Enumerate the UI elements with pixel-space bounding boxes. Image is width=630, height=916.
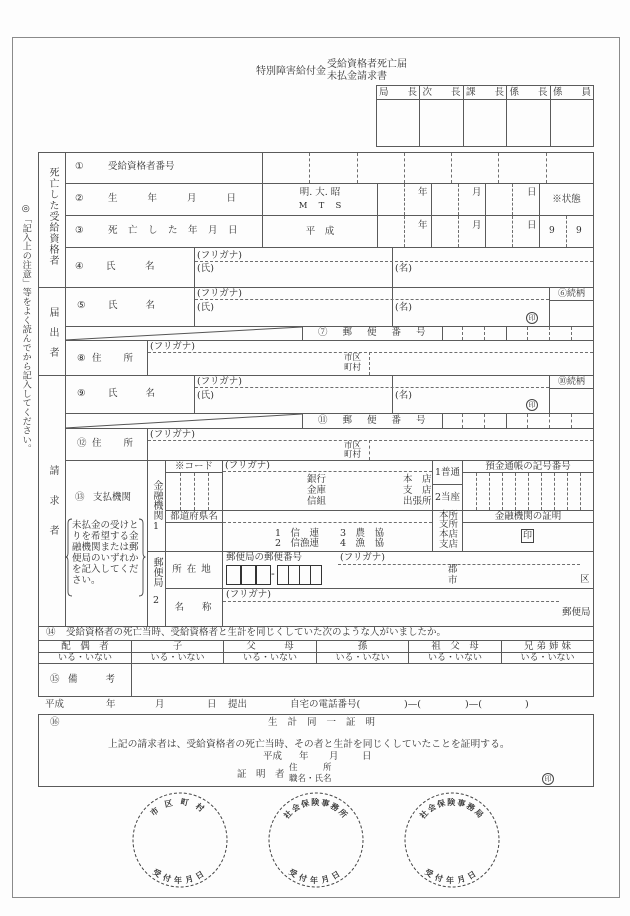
post-office-name-label: 名称 [165, 588, 223, 627]
year-unit: 年 [418, 187, 428, 198]
birth-era-kanji: 明. 大. 昭 [299, 187, 341, 198]
town-village-label: 町村 [344, 363, 362, 373]
digit-divider [546, 153, 547, 183]
household-answer-siblings[interactable]: いる・いない [501, 652, 594, 664]
month-unit: 月 [472, 220, 482, 231]
cooperative-type-1: 1 信 連 [275, 528, 320, 539]
submission-year-unit: 年 [106, 699, 116, 710]
digit-divider [404, 216, 405, 247]
certifier-address-label: 住 所 [289, 763, 332, 773]
stamp-caption-text: 受付年月日 [151, 866, 209, 885]
account-type-checking[interactable]: 2当座 [432, 484, 463, 511]
bank-column-number: 1 [153, 521, 160, 532]
city-label: 市 [448, 575, 458, 586]
furigana-label: (フリガナ) [197, 288, 242, 299]
stamp-issuer-text: 社会保険事務所 [281, 796, 351, 821]
surname-label: (氏) [197, 390, 214, 401]
stamp-caption-text: 受付年月日 [423, 866, 481, 885]
digit-divider [515, 473, 516, 510]
stamp-issuer-text: 市区町村 [148, 796, 212, 818]
instruction-note: ◎「記入上の注意」等をよく読んでから記入してください。 [20, 203, 32, 454]
item-number-1: ① [75, 161, 84, 172]
furigana-divider [195, 261, 593, 262]
furigana-divider [338, 564, 580, 565]
notifier-relation-label: ⑥続柄 [549, 287, 594, 301]
furigana-divider [195, 299, 549, 300]
item-number-14: ⑭ [46, 627, 56, 638]
phone-separator-2: )—( [465, 699, 482, 710]
household-answer-grandparents[interactable]: いる・いない [408, 652, 502, 664]
digit-divider [498, 153, 499, 183]
office-type-branch-office: 支所 [439, 519, 459, 530]
digit-divider [404, 153, 405, 183]
section-label-claimant: 請求者 [47, 465, 58, 555]
claimant-name-label: 氏名 [108, 388, 184, 399]
claimant-relation-field[interactable] [549, 388, 594, 414]
post-office-column-number: 2 [153, 595, 160, 606]
claimant-address-field[interactable] [147, 428, 594, 461]
office-type-head-store: 本店 [439, 529, 459, 540]
passbook-number-label: 預金通帳の記号番号 [462, 460, 594, 473]
approval-box-section-chief[interactable] [463, 99, 507, 147]
furigana-label: (フリガナ) [340, 552, 385, 563]
digit-divider [484, 327, 485, 340]
city-ward-label: 市区 [344, 441, 362, 451]
notifier-address-field[interactable] [147, 340, 594, 376]
seal-mark-icon: 印 [526, 399, 538, 411]
submission-day-unit: 日 [207, 699, 217, 710]
certifier-label: 証 明 者 [237, 769, 285, 780]
phone-label: 自宅の電話番号( [290, 699, 361, 710]
postal-separator: - [271, 567, 275, 580]
digit-divider [357, 153, 358, 183]
postal-digit-box[interactable] [226, 565, 241, 585]
approval-header-unit-chief: 係 長 [506, 85, 551, 100]
furigana-label: (フリガナ) [150, 341, 195, 352]
household-header-siblings: 兄 弟 姉 妹 [501, 640, 594, 653]
recipient-number-label: 受給資格者番号 [108, 161, 175, 172]
digit-divider [476, 473, 477, 510]
death-era: 平 成 [262, 215, 378, 248]
prefecture-field[interactable] [165, 522, 223, 552]
household-answer-spouse[interactable]: いる・いない [38, 652, 132, 664]
remarks-label: 備考 [68, 674, 144, 685]
section-label-notifier: 届出者 [47, 307, 58, 367]
digit-divider [580, 473, 581, 510]
item-number-12: ⑫ [77, 438, 87, 449]
approval-box-deputy-chief[interactable] [419, 99, 464, 147]
bank-code-label: ※コード [165, 460, 223, 473]
county-label: 郡 [448, 564, 458, 575]
item-number-15: ⑮ [50, 674, 60, 685]
furigana-divider [223, 471, 432, 472]
notifier-name-label: 氏名 [108, 300, 184, 311]
digit-divider [462, 327, 463, 340]
digit-divider [567, 473, 568, 510]
approval-box-bureau-chief[interactable] [376, 99, 420, 147]
approval-box-unit-chief[interactable] [506, 99, 551, 147]
household-header-grandchild: 孫 [316, 640, 409, 653]
item-number-9: ⑨ [77, 388, 86, 399]
digit-divider [541, 473, 542, 510]
furigana-label: (フリガナ) [197, 250, 242, 261]
post-office-name-field[interactable] [222, 588, 594, 627]
digit-divider [512, 184, 513, 215]
municipality-divider [369, 440, 370, 460]
institution-type-bank: 銀行 [307, 474, 327, 485]
payment-instruction-note: 未払金の受けとりを希望する金融機関または郵便局のいずれかを記入してください。 [72, 520, 139, 586]
branch-type-head: 本 店 [403, 474, 432, 485]
stamp-issuer-text: 社会保険事務局 [417, 796, 487, 821]
recipient-number-field[interactable] [262, 152, 594, 184]
digit-divider [208, 473, 209, 510]
postal-digit-box[interactable] [310, 565, 322, 585]
cooperative-type-3: 3 農 協 [340, 528, 385, 539]
approval-header-staff: 係 員 [550, 85, 594, 100]
branch-type-sub-branch: 出張所 [403, 496, 432, 507]
given-name-label: (名) [395, 390, 412, 401]
bank-seal-box-icon: 印 [521, 529, 534, 543]
postal-digit-box[interactable] [241, 565, 256, 585]
notifier-address-label: 住所 [92, 353, 156, 364]
form-subtitle-unpaid-claim: 未払金請求書 [327, 71, 387, 82]
status-label: ※状態 [539, 183, 594, 216]
certification-month-unit: 月 [329, 751, 339, 762]
stamp-caption-text: 受付年月日 [287, 866, 345, 885]
digit-divider [180, 473, 181, 510]
submission-label: 提出 [228, 699, 248, 710]
status-divider [566, 216, 567, 247]
payment-label: 支払機関 [93, 492, 132, 503]
digit-divider [458, 216, 459, 247]
bank-certification-label: 金融機関の証明 [462, 510, 594, 523]
digit-divider [484, 414, 485, 428]
status-code-2: 9 [576, 226, 582, 236]
approval-header-bureau-chief: 局 長 [376, 85, 420, 100]
office-type-head-office: 本所 [439, 510, 459, 521]
cooperative-type-4: 4 漁 協 [340, 538, 385, 549]
digit-divider [458, 184, 459, 215]
year-unit: 年 [418, 220, 428, 231]
certification-day-unit: 日 [362, 751, 372, 762]
furigana-divider [195, 387, 549, 388]
seal-mark-icon: 印 [542, 773, 554, 785]
deceased-name-label: 氏名 [106, 261, 185, 272]
digit-divider [528, 473, 529, 510]
surname-label: (氏) [197, 302, 214, 313]
approval-box-staff[interactable] [550, 99, 594, 147]
post-office-postal-label: 郵便局の郵便番号 [226, 552, 303, 563]
household-question: 受給資格者の死亡当時、受給資格者と生計を同じくしていた次のような人がいましたか。 [66, 627, 447, 638]
cooperative-type-2: 2 信漁連 [275, 538, 320, 549]
surname-label: (氏) [197, 263, 214, 274]
item-number-2: ② [75, 193, 84, 204]
account-type-ordinary[interactable]: 1普通 [432, 460, 463, 485]
municipality-divider [369, 352, 370, 375]
certification-date-era: 平成 [263, 751, 283, 762]
postal-group-divider [506, 414, 507, 428]
office-type-branch-store: 支店 [439, 539, 459, 550]
postal-group-divider [506, 327, 507, 340]
month-unit: 月 [472, 187, 482, 198]
notifier-postal-label: ⑦郵便番号 [318, 327, 441, 338]
household-header-spouse: 配 偶 者 [38, 640, 132, 653]
approval-header-deputy-chief: 次 長 [419, 85, 464, 100]
certification-statement: 上記の請求者は、受給資格者の死亡当時、その者と生計を同じくしていたことを証明する。 [108, 739, 510, 750]
blank-cell [65, 326, 303, 341]
postal-digit-box[interactable] [256, 565, 271, 585]
digit-divider [549, 414, 550, 428]
given-name-label: (名) [395, 263, 412, 274]
branch-type-branch: 支 店 [403, 485, 432, 496]
certification-year-unit: 年 [299, 751, 309, 762]
claimant-address-label: 住所 [92, 438, 156, 449]
digit-divider [404, 184, 405, 215]
cooperative-field[interactable] [222, 510, 433, 552]
certification-title: 生計同一証明 [268, 717, 386, 728]
phone-close: ) [525, 699, 529, 710]
digit-divider [527, 414, 528, 428]
household-answer-child[interactable]: いる・いない [131, 652, 224, 664]
seal-mark-icon: 印 [526, 312, 538, 324]
digit-divider [462, 414, 463, 428]
town-village-label: 町村 [344, 450, 362, 460]
furigana-label: (フリガナ) [197, 376, 242, 387]
section-label-deceased: 死亡した受給資格者 [47, 167, 58, 266]
digit-divider [489, 473, 490, 510]
item-number-4: ④ [75, 261, 84, 272]
household-header-grandparents: 祖 父 母 [408, 640, 502, 653]
furigana-divider [148, 352, 593, 353]
household-answer-parents[interactable]: いる・いない [223, 652, 317, 664]
digit-divider [571, 327, 572, 340]
deceased-given-name-field[interactable] [392, 247, 594, 288]
digit-divider [527, 327, 528, 340]
furigana-label: (フリガナ) [226, 589, 271, 600]
digit-divider [549, 327, 550, 340]
household-answer-grandchild[interactable]: いる・いない [316, 652, 409, 664]
form-title: 特別障害給付金 [256, 66, 326, 77]
digit-divider [502, 473, 503, 510]
digit-divider [571, 414, 572, 428]
institution-type-shinkin: 金庫 [307, 485, 327, 496]
claimant-postal-label: ⑪郵便番号 [318, 415, 441, 426]
status-code-1: 9 [549, 226, 555, 236]
item-number-8: ⑧ [77, 353, 86, 364]
submission-era: 平成 [45, 699, 65, 710]
given-name-label: (名) [395, 302, 412, 313]
form-subtitle-death-notice: 受給資格者死亡届 [327, 59, 407, 70]
post-office-location-label: 所在地 [165, 551, 223, 589]
item-number-16: ⑯ [50, 717, 60, 728]
digit-divider [194, 473, 195, 510]
household-header-child: 子 [131, 640, 224, 653]
notifier-relation-field[interactable] [549, 300, 594, 327]
institution-type-credit-union: 信組 [307, 496, 327, 507]
claimant-relation-label: ⑩続柄 [549, 375, 594, 389]
digit-divider [512, 216, 513, 247]
prefecture-label: 都道府県名 [165, 510, 223, 523]
digit-divider [309, 153, 310, 183]
day-unit: 日 [527, 220, 537, 231]
furigana-divider [223, 601, 559, 602]
post-office-column-label: 郵便局 [151, 557, 162, 587]
furigana-divider [148, 440, 593, 441]
post-office-suffix: 郵便局 [562, 607, 591, 618]
bank-column-label: 金融機関 [151, 480, 162, 520]
item-number-5: ⑤ [77, 300, 86, 311]
item-number-13: ⑬ [75, 492, 85, 503]
submission-month-unit: 月 [155, 699, 165, 710]
digit-divider [554, 473, 555, 510]
item-number-3: ③ [75, 225, 84, 236]
city-ward-label: 市区 [344, 353, 362, 363]
approval-header-section-chief: 課 長 [463, 85, 507, 100]
furigana-label: (フリガナ) [150, 429, 195, 440]
remarks-field[interactable] [131, 663, 594, 697]
phone-separator-1: )—( [404, 699, 421, 710]
blank-cell [65, 413, 303, 429]
certifier-name-label: 職名・氏名 [289, 774, 332, 784]
birth-era-roman: M T S [298, 201, 342, 211]
birth-date-label: 生年月日 [108, 193, 267, 204]
household-header-parents: 父 母 [223, 640, 317, 653]
digit-divider [451, 153, 452, 183]
prefecture-divider [223, 522, 432, 523]
day-unit: 日 [527, 187, 537, 198]
ward-label: 区 [580, 574, 590, 585]
furigana-label: (フリガナ) [225, 460, 270, 471]
death-date-label: 死亡した年月日 [108, 225, 249, 236]
